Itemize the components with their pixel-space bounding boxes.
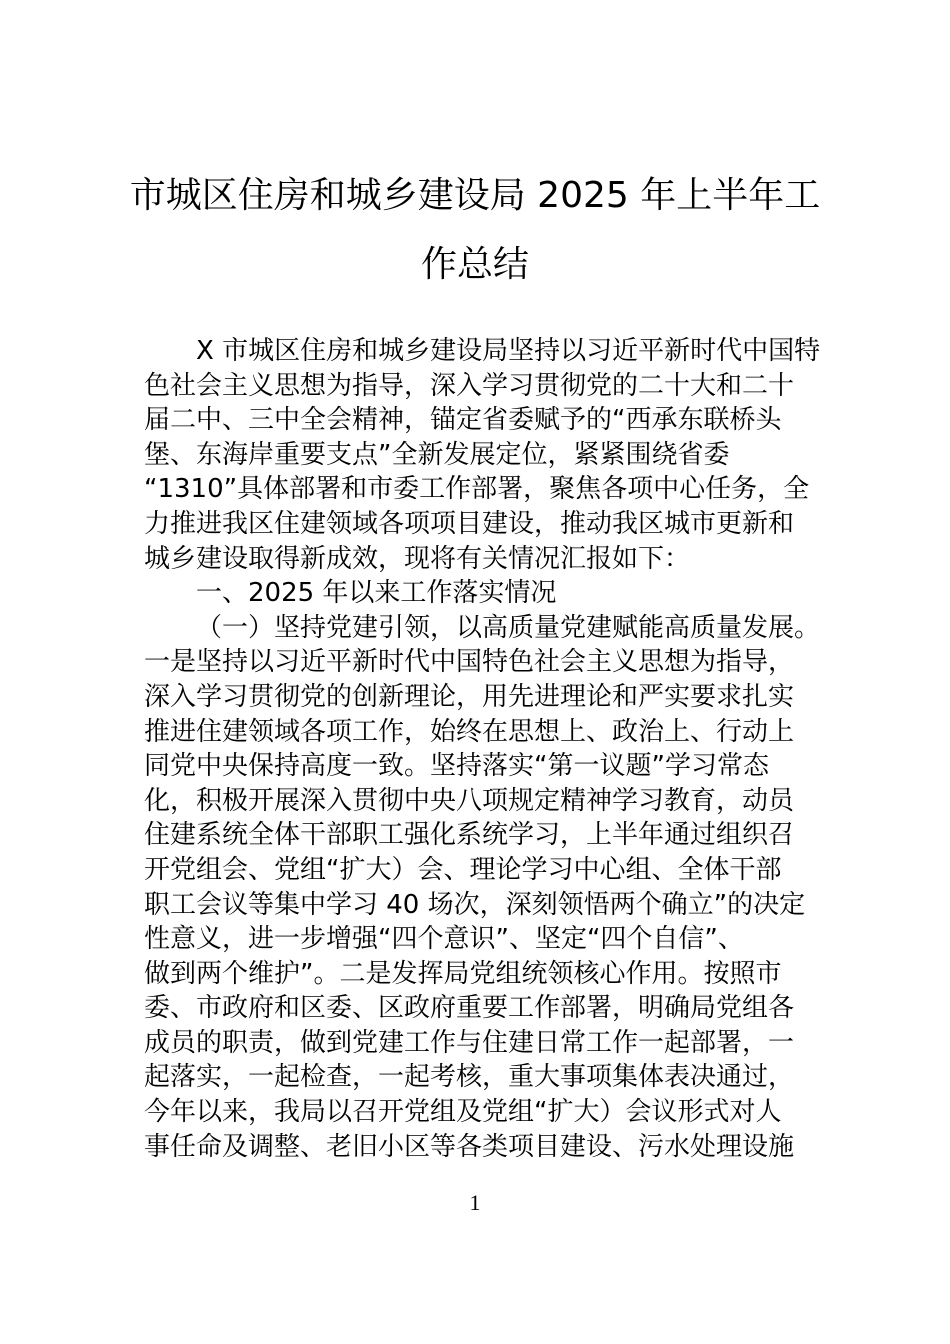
body-line: 化，积极开展深入贯彻中央八项规定精神学习教育，动员 [144, 785, 795, 816]
section-heading: 一、2025 年以来工作落实情况 [196, 578, 557, 609]
body-line: 住建系统全体干部职工强化系统学习，上半年通过组织召 [144, 820, 795, 851]
page-number: 1 [469, 1190, 481, 1215]
document-title-line-2: 作总结 [420, 244, 529, 285]
body-line: 届二中、三中全会精神，锚定省委赋予的“西承东联桥头 [144, 405, 782, 436]
body-line: 职工会议等集中学习 40 场次，深刻领悟两个确立”的决定 [144, 889, 806, 920]
body-line: 堡、东海岸重要支点”全新发展定位，紧紧围绕省委 [144, 439, 730, 470]
body-line: X 市城区住房和城乡建设局坚持以习近平新时代中国特 [196, 336, 821, 366]
body-line: “1310”具体部署和市委工作部署，聚焦各项中心任务，全 [144, 474, 810, 505]
body-line: 推进住建领域各项工作，始终在思想上、政治上、行动上 [144, 716, 795, 747]
body-line: 今年以来，我局以召开党组及党组“扩大）会议形式对人 [144, 1097, 782, 1128]
document-body [144, 334, 824, 1164]
body-line: 城乡建设取得新成效，现将有关情况汇报如下： [144, 543, 691, 574]
body-line: 同党中央保持高度一致。坚持落实“第一议题”学习常态 [144, 751, 769, 782]
body-line: 事任命及调整、老旧小区等各类项目建设、污水处理设施 [144, 1131, 795, 1162]
subsection-heading: （一）坚持党建引领，以高质量党建赋能高质量发展。 [196, 612, 821, 643]
body-line: 力推进我区住建领域各项项目建设，推动我区城市更新和 [144, 508, 795, 539]
body-line: 一是坚持以习近平新时代中国特色社会主义思想为指导， [144, 647, 795, 678]
body-line: 色社会主义思想为指导，深入学习贯彻党的二十大和二十 [144, 370, 795, 401]
body-line: 性意义，进一步增强“四个意识”、坚定“四个自信”、 [144, 924, 744, 955]
body-line: 做到两个维护”。二是发挥局党组统领核心作用。按照市 [144, 958, 782, 989]
body-line: 开党组会、党组“扩大）会、理论学习中心组、全体干部 [144, 854, 782, 885]
document-title-line-1: 市城区住房和城乡建设局 2025 年上半年工 [129, 175, 821, 216]
body-line: 委、市政府和区委、区政府重要工作部署，明确局党组各 [144, 993, 795, 1024]
body-line: 深入学习贯彻党的创新理论，用先进理论和严实要求扎实 [144, 681, 795, 712]
body-line: 起落实，一起检查，一起考核，重大事项集体表决通过， [144, 1062, 795, 1093]
body-line: 成员的职责，做到党建工作与住建日常工作一起部署，一 [144, 1027, 795, 1058]
